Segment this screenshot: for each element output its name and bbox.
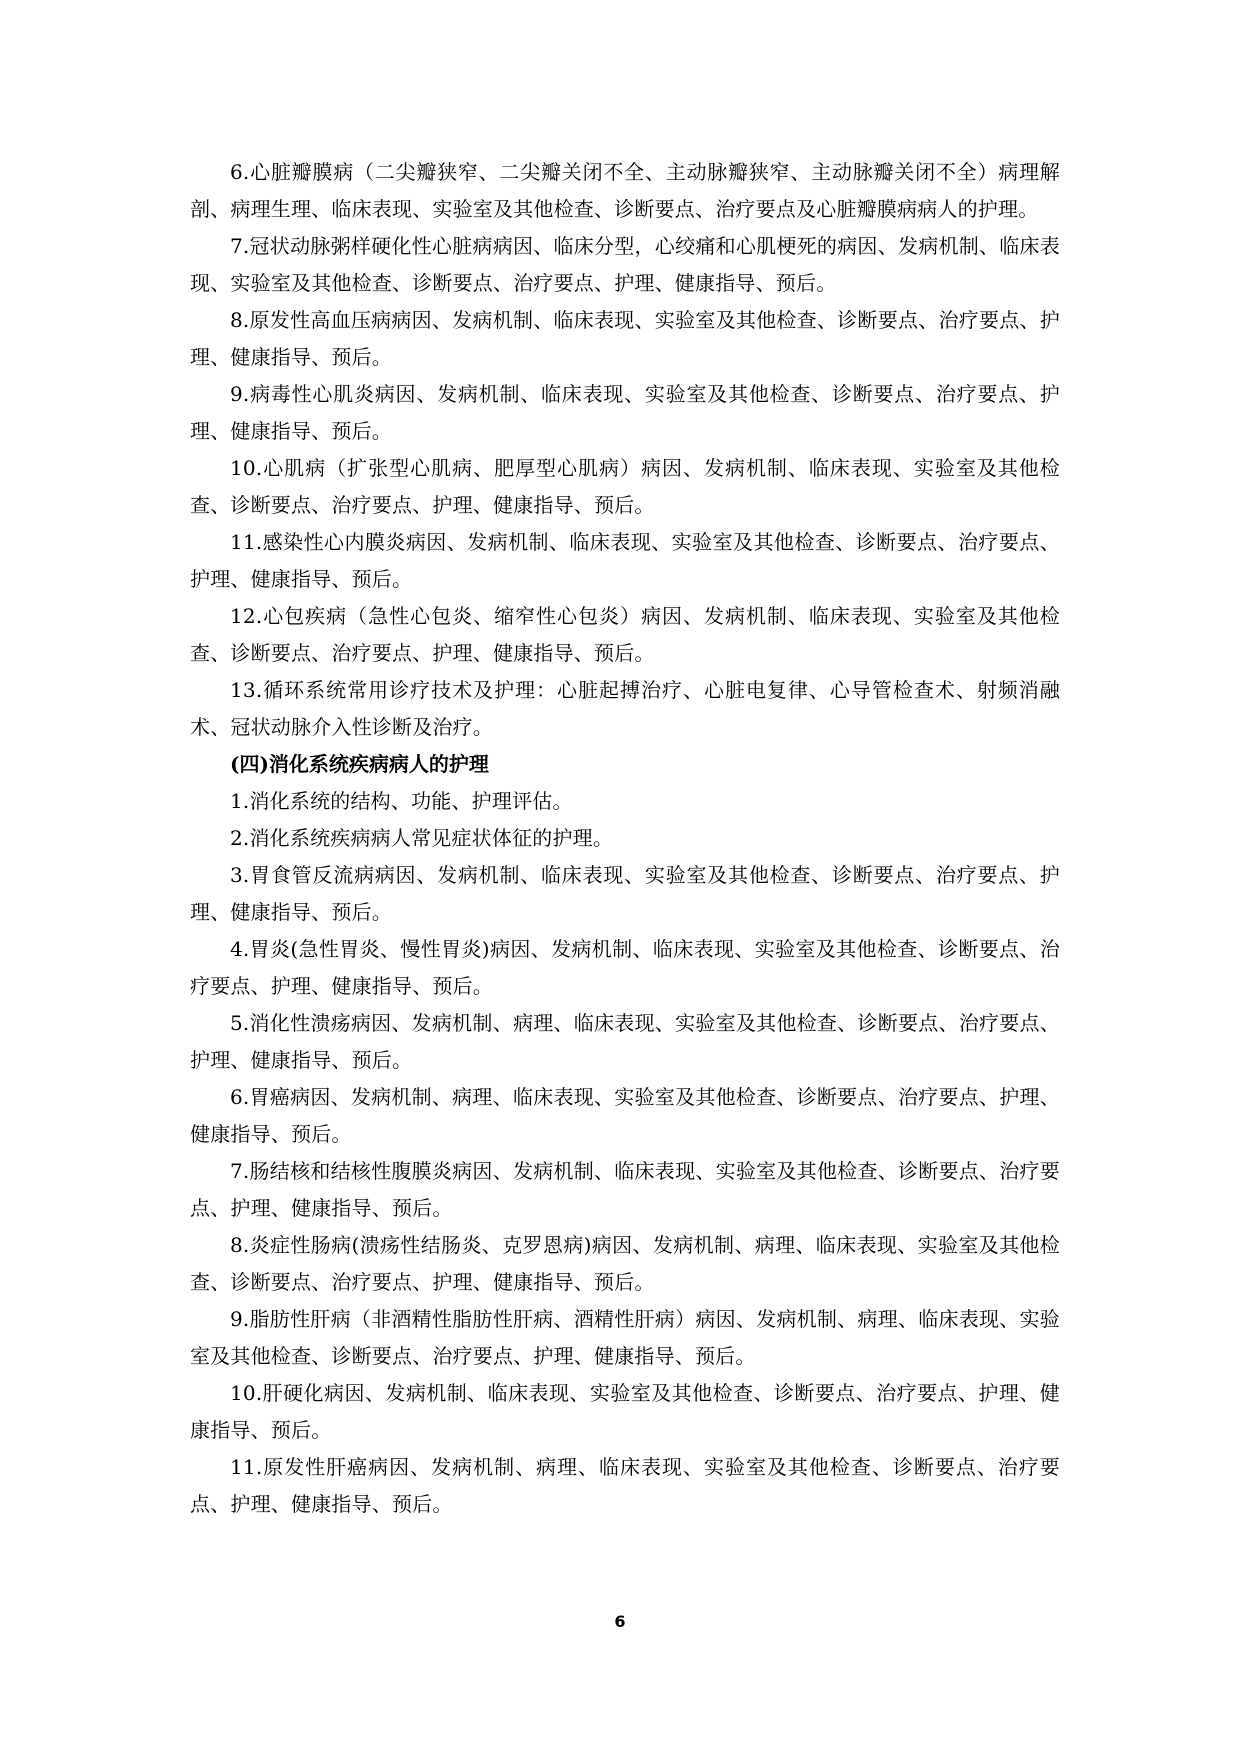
list-item: 3.胃食管反流病病因、发病机制、临床表现、实验室及其他检查、诊断要点、治疗要点、护理、健康指导、预后。 xyxy=(190,863,1060,924)
section-heading: (四)消化系统疾病病人的护理 xyxy=(230,752,489,776)
page-number: 6 xyxy=(614,1612,626,1631)
list-item: 1.消化系统的结构、功能、护理评估。 xyxy=(230,789,573,813)
list-item: 8.原发性高血压病病因、发病机制、临床表现、实验室及其他检查、诊断要点、治疗要点、护理、健康指导、预后。 xyxy=(190,308,1060,369)
list-item: 6.心脏瓣膜病（二尖瓣狭窄、二尖瓣关闭不全、主动脉瓣狭窄、主动脉瓣关闭不全）病理解剖、病理生理、临床表现、实验室及其他检查、诊断要点、治疗要点及心脏瓣膜病病人的护理。 xyxy=(190,160,1060,221)
list-item: 11.感染性心内膜炎病因、发病机制、临床表现、实验室及其他检查、诊断要点、治疗要点、护理、健康指导、预后。 xyxy=(190,530,1060,591)
list-item: 9.病毒性心肌炎病因、发病机制、临床表现、实验室及其他检查、诊断要点、治疗要点、护理、健康指导、预后。 xyxy=(190,382,1060,443)
list-item: 10.心肌病（扩张型心肌病、肥厚型心肌病）病因、发病机制、临床表现、实验室及其他检查、诊断要点、治疗要点、护理、健康指导、预后。 xyxy=(190,456,1060,517)
list-item: 4.胃炎(急性胃炎、慢性胃炎)病因、发病机制、临床表现、实验室及其他检查、诊断要点、治疗要点、护理、健康指导、预后。 xyxy=(190,937,1060,998)
list-item: 12.心包疾病（急性心包炎、缩窄性心包炎）病因、发病机制、临床表现、实验室及其他检查、诊断要点、治疗要点、护理、健康指导、预后。 xyxy=(190,604,1060,665)
list-item: 8.炎症性肠病(溃疡性结肠炎、克罗恩病)病因、发病机制、病理、临床表现、实验室及其他检查、诊断要点、治疗要点、护理、健康指导、预后。 xyxy=(190,1233,1060,1294)
list-item: 9.脂肪性肝病（非酒精性脂肪性肝病、酒精性肝病）病因、发病机制、病理、临床表现、实验室及其他检查、诊断要点、治疗要点、护理、健康指导、预后。 xyxy=(190,1307,1060,1368)
list-item: 13.循环系统常用诊疗技术及护理：心脏起搏治疗、心脏电复律、心导管检查术、射频消融术、冠状动脉介入性诊断及治疗。 xyxy=(190,678,1060,739)
document-body xyxy=(190,154,1060,1523)
list-item: 10.肝硬化病因、发病机制、临床表现、实验室及其他检查、诊断要点、治疗要点、护理、健康指导、预后。 xyxy=(190,1381,1060,1442)
list-item: 6.胃癌病因、发病机制、病理、临床表现、实验室及其他检查、诊断要点、治疗要点、护理、健康指导、预后。 xyxy=(190,1085,1060,1146)
list-item: 2.消化系统疾病病人常见症状体征的护理。 xyxy=(230,826,614,850)
list-item: 11.原发性肝癌病因、发病机制、病理、临床表现、实验室及其他检查、诊断要点、治疗要点、护理、健康指导、预后。 xyxy=(190,1455,1060,1516)
list-item: 7.肠结核和结核性腹膜炎病因、发病机制、临床表现、实验室及其他检查、诊断要点、治疗要点、护理、健康指导、预后。 xyxy=(190,1159,1060,1220)
list-item: 7.冠状动脉粥样硬化性心脏病病因、临床分型，心绞痛和心肌梗死的病因、发病机制、临床表现、实验室及其他检查、诊断要点、治疗要点、护理、健康指导、预后。 xyxy=(190,234,1060,295)
list-item: 5.消化性溃疡病因、发病机制、病理、临床表现、实验室及其他检查、诊断要点、治疗要点、护理、健康指导、预后。 xyxy=(190,1011,1060,1072)
